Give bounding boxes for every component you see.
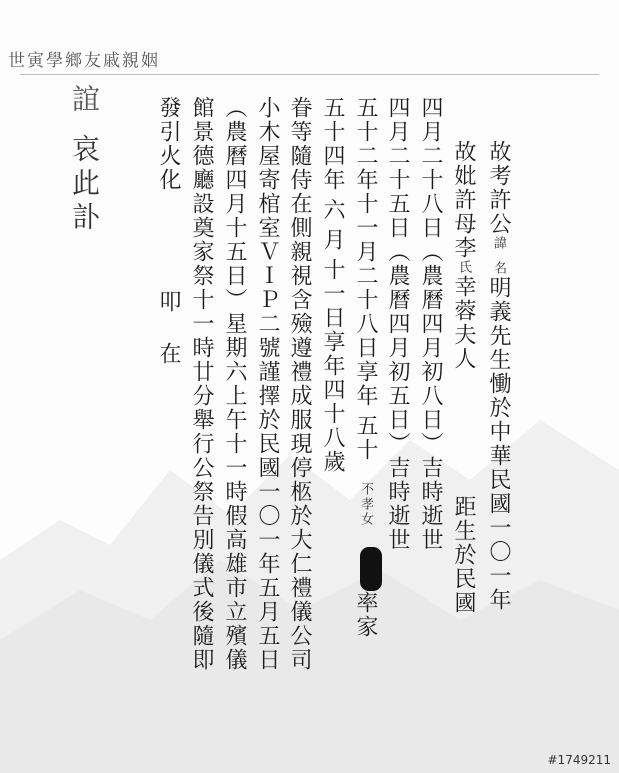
- text-segment: 四月二十八日（農曆四月初八日）吉時逝世: [418, 96, 443, 552]
- text-segment: 小木屋寄棺室ＶＩＰ二號謹擇於民國一〇一年五月五日: [255, 96, 280, 672]
- obituary-column-10: [190, 96, 212, 672]
- text-segment: 在: [156, 342, 181, 366]
- obituary-column-7: [288, 96, 310, 672]
- condolence-mark: 誼: [68, 84, 101, 112]
- text-segment: 日享年四十八歲: [320, 306, 345, 474]
- text-segment: 館景德廳設奠家祭十一時廿分舉行公祭告別儀式後隨即: [189, 96, 214, 672]
- text-segment: 諱: [491, 236, 506, 251]
- text-segment: 十一: [320, 258, 345, 306]
- obituary-column-5: [354, 96, 382, 639]
- text-segment: 幸蓉夫人: [451, 275, 476, 371]
- text-segment: 四月二十五日（農曆四月初五日）吉時逝世: [385, 96, 410, 552]
- redacted-name: [360, 547, 382, 591]
- text-segment: （農曆四月十五日）星期六上午十一時假高雄市立殯儀: [222, 96, 247, 672]
- text-segment: 慟於中華民國一〇一年: [486, 372, 511, 612]
- image-id-stamp: #1749211: [547, 753, 611, 767]
- obituary-column-2: [452, 140, 474, 615]
- obituary-column-1: [487, 140, 509, 612]
- text-segment: 氏: [456, 260, 471, 275]
- text-segment: 叩: [156, 290, 181, 314]
- obituary-column-3: [419, 96, 441, 552]
- text-segment: 眷等隨侍在側親視含殮遵禮成服現停柩於大仁禮儀公司: [287, 96, 312, 672]
- obituary-column-9: [223, 96, 245, 672]
- text-segment: 月: [320, 228, 345, 252]
- recipient-header: 世寅學鄉友戚親姻: [8, 51, 160, 71]
- text-segment: 故考許公: [486, 140, 511, 236]
- text-segment: 距生於民國: [451, 495, 476, 615]
- text-segment: 五十四年: [320, 96, 345, 192]
- obituary-column-4: [386, 96, 408, 552]
- text-segment: 五十: [353, 414, 378, 462]
- obituary-column-8: [256, 96, 278, 672]
- obituary-column-11: [157, 96, 179, 366]
- text-segment: 名: [491, 261, 506, 276]
- text-segment: 發引火化: [156, 96, 181, 192]
- text-segment: 五十二年十一月二十八日享年: [353, 96, 378, 408]
- text-segment: 明義先生: [486, 276, 511, 372]
- text-segment: 不孝女: [358, 482, 373, 527]
- condolence-title: 哀此訃: [68, 134, 101, 236]
- obituary-column-6: [321, 96, 343, 474]
- header-divider: [20, 74, 599, 75]
- text-segment: 六: [320, 198, 345, 222]
- text-segment: 故妣許母李: [451, 140, 476, 260]
- text-segment: 率家: [353, 591, 378, 639]
